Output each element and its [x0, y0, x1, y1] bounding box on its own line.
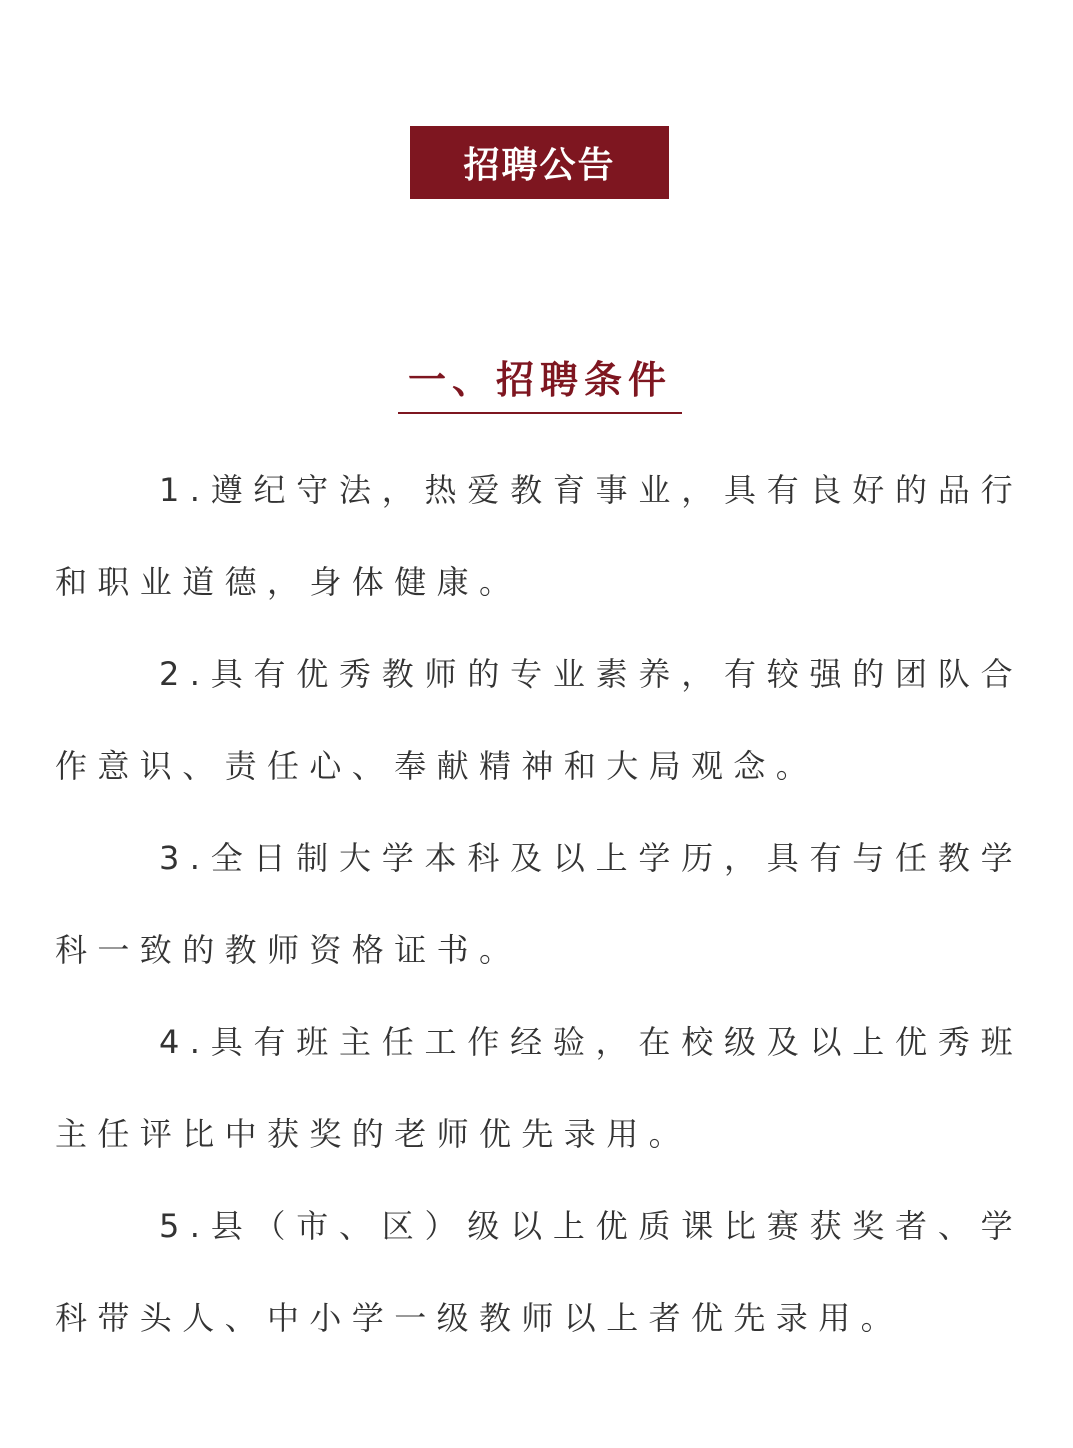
requirements-list — [55, 444, 1023, 1364]
requirement-item: 3.全日制大学本科及以上学历，具有与任教学科一致的教师资格证书。 — [55, 839, 1023, 969]
requirement-item: 1.遵纪守法，热爱教育事业，具有良好的品行和职业道德，身体健康。 — [55, 471, 1023, 601]
requirement-item: 5.县（市、区）级以上优质课比赛获奖者、学科带头人、中小学一级教师以上者优先录用。 — [55, 1207, 1023, 1337]
requirement-item: 2.具有优秀教师的专业素养，有较强的团队合作意识、责任心、奉献精神和大局观念。 — [55, 655, 1023, 785]
requirement-item: 4.具有班主任工作经验，在校级及以上优秀班主任评比中获奖的老师优先录用。 — [55, 1023, 1023, 1153]
section-heading-underline — [398, 412, 682, 414]
section-heading-requirements: 一、招聘条件 — [407, 357, 672, 402]
notice-title-badge: 招聘公告 — [410, 126, 669, 199]
